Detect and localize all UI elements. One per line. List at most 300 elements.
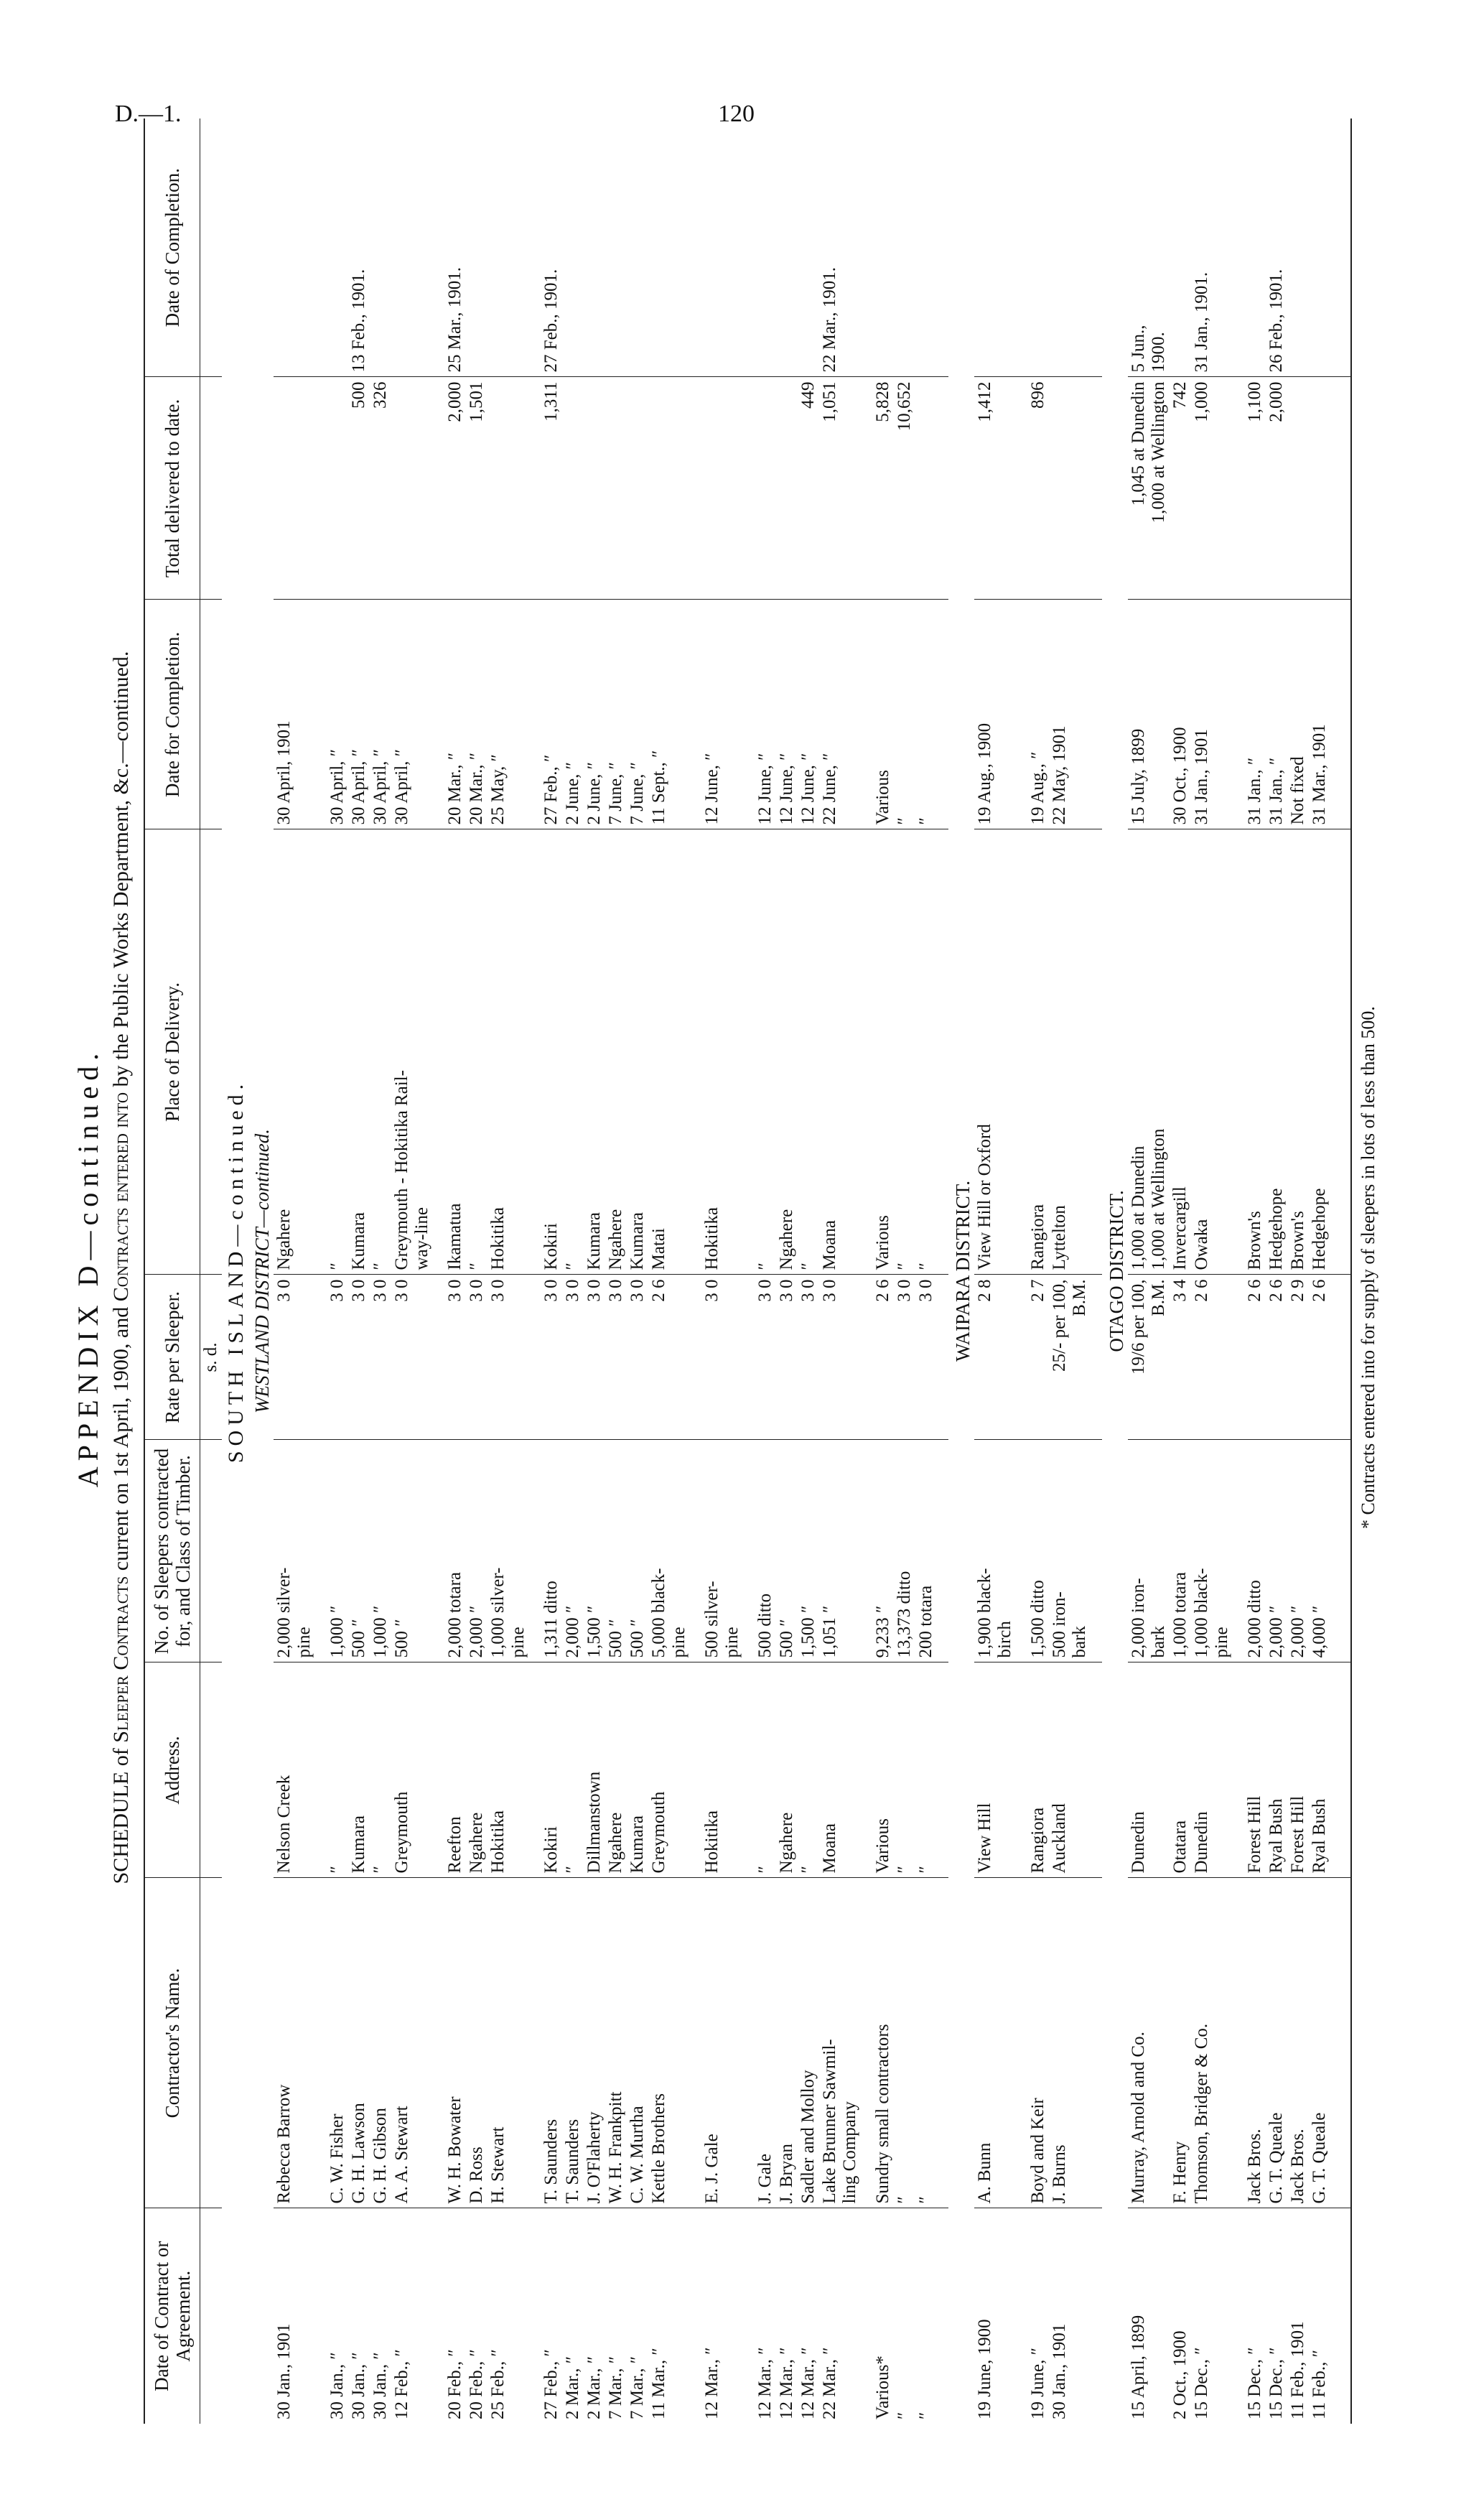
group-spacer	[1233, 118, 1244, 2424]
group-spacer	[315, 118, 327, 2424]
table-cell	[894, 118, 915, 377]
table-cell: ″	[915, 1878, 937, 2208]
spacer-cell	[1330, 1662, 1342, 1878]
col-header-date: Date of Contract or Agreement.	[144, 2208, 200, 2424]
table-cell: 3 0	[466, 1275, 487, 1440]
spacer-cell	[433, 1662, 444, 1878]
table-cell: 11 Mar., ″	[649, 2348, 668, 2419]
table-cell: 3 0	[487, 1275, 529, 1440]
table-cell: 1,000 ″	[327, 1440, 348, 1662]
table-cell: ″	[798, 829, 819, 1275]
units-cell: s. d.	[200, 1275, 223, 1440]
table-row	[701, 118, 743, 2424]
section-heading: SOUTH ISLAND—continued.	[224, 1079, 248, 1464]
table-cell	[584, 377, 605, 600]
table-cell: ″	[370, 1662, 391, 1878]
table-cell: 31 Jan., 1901	[1191, 600, 1233, 829]
group-spacer	[1016, 118, 1027, 2424]
table-cell: 3 0	[327, 1275, 348, 1440]
spacer-cell	[937, 829, 948, 1275]
col-header-place: Place of Delivery.	[144, 829, 200, 1275]
table-cell: 2 Mar., ″	[584, 2355, 604, 2419]
spacer-cell	[690, 377, 701, 600]
table-row	[391, 118, 433, 2424]
table-cell: C. W. Murtha	[627, 1878, 648, 2208]
table-row	[776, 118, 798, 2424]
table-row	[444, 118, 466, 2424]
table-cell: ″	[915, 1662, 937, 1878]
table-cell: 12 June, ″	[776, 600, 798, 829]
table-cell: 31 Jan., 1901.	[1191, 118, 1233, 377]
table-cell: ″	[562, 1662, 584, 1878]
table-cell: Ngahere	[776, 829, 798, 1275]
spacer-cell	[861, 1662, 872, 1878]
table-cell: Various	[872, 1662, 894, 1878]
table-cell: 3 0	[541, 1275, 562, 1440]
table-cell: Kokiri	[541, 1662, 562, 1878]
table-cell	[1309, 377, 1330, 600]
table-cell: 3 0	[776, 1275, 798, 1440]
table-cell: 2,000 ″	[562, 1440, 584, 1662]
table-cell: 1,000 silver- pine	[487, 1440, 529, 1662]
table-cell: 200 totara	[915, 1440, 937, 1662]
table-cell: Ikamatua	[444, 829, 466, 1275]
table-cell: J. Burns	[1049, 1878, 1091, 2208]
table-cell: 1,412	[974, 377, 1016, 600]
units-cell	[200, 600, 223, 829]
section-heading-row	[248, 118, 274, 2424]
table-cell	[327, 118, 348, 377]
table-cell: 7 Mar., ″	[606, 2355, 625, 2419]
subtitle-part: Sleeper Contracts	[109, 1576, 133, 1743]
table-row	[605, 118, 627, 2424]
table-cell: 2 6	[1244, 1275, 1266, 1440]
spacer-cell	[937, 1662, 948, 1878]
table-cell: 11 Feb., ″	[1310, 2350, 1329, 2419]
table-cell: Boyd and Keir	[1027, 1878, 1049, 2208]
table-cell: Otatara	[1170, 1662, 1191, 1878]
spacer-cell	[861, 377, 872, 600]
table-cell: Kumara	[348, 829, 370, 1275]
table-cell: 20 Mar., ″	[444, 600, 466, 829]
table-cell: 500 iron- bark	[1049, 1440, 1091, 1662]
spacer-cell	[861, 1275, 872, 1440]
table-cell: 15 Dec., ″	[1192, 2347, 1211, 2419]
rule-cell	[1342, 829, 1351, 1275]
table-cell: Kumara	[627, 1662, 648, 1878]
table-row	[1266, 118, 1287, 2424]
table-cell: 500 silver- pine	[701, 1440, 743, 1662]
table-cell: Thomson, Bridger & Co.	[1191, 1878, 1233, 2208]
spacer-cell	[1016, 600, 1027, 829]
table-cell	[562, 377, 584, 600]
spacer-cell	[1016, 1275, 1027, 1440]
spacer-cell	[1016, 1878, 1027, 2208]
table-row	[1027, 118, 1049, 2424]
table-cell: 2 7	[1027, 1275, 1049, 1440]
table-cell: 20 Mar., ″	[466, 600, 487, 829]
spacer-cell	[1091, 1275, 1102, 1440]
table-cell: 7 June, ″	[605, 600, 627, 829]
table-cell	[648, 118, 690, 377]
rule-cell	[1342, 600, 1351, 829]
table-cell: 1,311	[541, 377, 562, 600]
table-cell: Greymouth	[391, 1662, 433, 1878]
table-cell	[1170, 118, 1191, 377]
table-cell	[915, 118, 937, 377]
table-cell: Dunedin	[1128, 1662, 1170, 1878]
spacer-cell	[433, 600, 444, 829]
rule-cell	[1342, 1878, 1351, 2208]
table-cell: 2,000 iron- bark	[1128, 1440, 1170, 1662]
table-cell	[562, 118, 584, 377]
group-spacer	[433, 118, 444, 2424]
spacer-cell	[1091, 2208, 1102, 2424]
table-cell: Ngahere	[776, 1662, 798, 1878]
table-cell	[605, 118, 627, 377]
table-cell: J. O'Flaherty	[584, 1878, 605, 2208]
table-cell: 3 0	[370, 1275, 391, 1440]
spacer-cell	[1016, 377, 1027, 600]
table-cell: 896	[1027, 377, 1049, 600]
table-cell: 27 Feb., ″	[541, 2349, 561, 2419]
table-cell: Invercargill	[1170, 829, 1191, 1275]
table-cell: 3 4	[1170, 1275, 1191, 1440]
table-cell: 15 April, 1899	[1129, 2315, 1148, 2419]
spacer-cell	[315, 1275, 327, 1440]
page-number: 120	[718, 101, 755, 127]
sleeper-contracts-table	[144, 118, 1352, 2424]
table-cell	[487, 118, 529, 377]
spacer-cell	[743, 1275, 755, 1440]
subtitle-part: SCHEDULE	[109, 1771, 133, 1884]
spacer-cell	[1091, 1662, 1102, 1878]
subtitle-part: current on 1st April, 1900, and	[109, 1301, 133, 1576]
spacer-cell	[529, 2208, 541, 2424]
spacer-cell	[1233, 1275, 1244, 1440]
table-cell: Hokitika	[487, 1662, 529, 1878]
spacer-cell	[433, 1275, 444, 1440]
table-cell: C. W. Fisher	[327, 1878, 348, 2208]
table-cell	[274, 377, 315, 600]
table-cell: 1,501	[466, 377, 487, 600]
spacer-cell	[1330, 1440, 1342, 1662]
units-cell	[200, 829, 223, 1275]
spacer-cell	[1016, 1440, 1027, 1662]
rule-cell	[1342, 1275, 1351, 1440]
table-cell: Ryal Bush	[1309, 1662, 1330, 1878]
section-heading: OTAGO DISTRICT.	[1106, 1190, 1127, 1352]
spacer-cell	[1091, 829, 1102, 1275]
spacer-cell	[937, 2208, 948, 2424]
table-row	[584, 118, 605, 2424]
table-cell: 2,000 ″	[1266, 1440, 1287, 1662]
table-cell: 27 Feb., ″	[541, 600, 562, 829]
table-cell: 500 ″	[605, 1440, 627, 1662]
table-cell: 3 0	[627, 1275, 648, 1440]
table-cell	[1049, 118, 1091, 377]
table-cell: 2 June, ″	[562, 600, 584, 829]
table-cell: 1,311 ditto	[541, 1440, 562, 1662]
table-cell	[584, 118, 605, 377]
table-row	[819, 118, 861, 2424]
table-cell: 3 0	[391, 1275, 433, 1440]
table-cell: View Hill	[974, 1662, 1016, 1878]
spacer-cell	[1233, 829, 1244, 1275]
rule-cell	[1342, 118, 1351, 377]
table-cell: 3 0	[701, 1275, 743, 1440]
table-cell: W. H. Frankpitt	[605, 1878, 627, 2208]
table-cell: 449	[798, 377, 819, 600]
table-cell	[755, 377, 776, 600]
table-cell: Hedgehope	[1309, 829, 1330, 1275]
spacer-cell	[1016, 2208, 1027, 2424]
table-cell: View Hill or Oxford	[974, 829, 1016, 1275]
table-cell: Hokitika	[701, 829, 743, 1275]
spacer-cell	[1330, 377, 1342, 600]
units-cell	[200, 118, 223, 377]
table-cell	[391, 118, 433, 377]
table-cell: 11 Sept., ″	[648, 600, 690, 829]
spacer-cell	[1091, 377, 1102, 600]
section-heading: WAIPARA DISTRICT.	[952, 1180, 974, 1362]
table-row	[974, 118, 1016, 2424]
table-cell: 2 6	[1266, 1275, 1287, 1440]
table-cell: Kumara	[584, 829, 605, 1275]
table-cell: Sadler and Molloy	[798, 1878, 819, 2208]
table-cell: ″	[894, 1878, 915, 2208]
table-cell: 500 ″	[348, 1440, 370, 1662]
table-row	[487, 118, 529, 2424]
table-cell	[648, 377, 690, 600]
table-cell	[1287, 377, 1309, 600]
spacer-cell	[315, 377, 327, 600]
units-cell	[200, 1878, 223, 2208]
spacer-cell	[743, 2208, 755, 2424]
table-cell: 3 0	[274, 1275, 315, 1440]
spacer-cell	[433, 2208, 444, 2424]
table-cell: 1,000 ″	[370, 1440, 391, 1662]
appendix-title: APPENDIX D—continued.	[72, 1047, 104, 1488]
table-bottom-rule	[1342, 118, 1351, 2424]
table-cell: G. H. Lawson	[348, 1878, 370, 2208]
table-cell: F. Henry	[1170, 1878, 1191, 2208]
table-row	[915, 118, 937, 2424]
table-cell: 3 0	[444, 1275, 466, 1440]
table-cell: 25/- per 100, B.M.	[1049, 1275, 1091, 1440]
table-cell: Lyttelton	[1049, 829, 1091, 1275]
spacer-cell	[861, 118, 872, 377]
table-cell: 12 Feb., ″	[392, 2349, 411, 2419]
footnote: * Contracts entered into for supply of sleepers in lots of less than 500.	[1358, 1006, 1378, 1529]
table-cell: Hokitika	[701, 1662, 743, 1878]
spacer-cell	[743, 829, 755, 1275]
table-cell: 19/6 per 100, B.M.	[1128, 1275, 1170, 1440]
table-cell: 30 Jan., 1901	[1050, 2323, 1069, 2419]
col-header-completion-date: Date for Completion.	[144, 600, 200, 829]
table-cell: H. Stewart	[487, 1878, 529, 2208]
rule-cell	[1342, 1440, 1351, 1662]
table-cell: 1,500 ″	[798, 1440, 819, 1662]
spacer-cell	[861, 1878, 872, 2208]
table-cell: 1,051 ″	[819, 1440, 861, 1662]
table-cell: Various*	[873, 2355, 892, 2419]
table-cell	[1244, 118, 1266, 377]
table-cell: Sundry small contractors	[872, 1878, 894, 2208]
table-cell: 22 Mar., ″	[820, 2347, 839, 2419]
table-cell: 2 6	[1191, 1275, 1233, 1440]
group-spacer	[861, 118, 872, 2424]
table-row	[466, 118, 487, 2424]
table-cell: 2,000 ″	[466, 1440, 487, 1662]
table-cell: 30 Jan., ″	[327, 2352, 347, 2419]
table-cell	[391, 377, 433, 600]
table-row	[872, 118, 894, 2424]
table-cell	[701, 118, 743, 377]
table-cell: 1,100	[1244, 377, 1266, 600]
table-cell: 500 ditto	[755, 1440, 776, 1662]
table-cell	[776, 377, 798, 600]
spacer-cell	[861, 829, 872, 1275]
table-cell: Auckland	[1049, 1662, 1091, 1878]
table-row	[1170, 118, 1191, 2424]
table-cell: 13,373 ditto	[894, 1440, 915, 1662]
table-cell: Rangiora	[1027, 829, 1049, 1275]
table-row	[370, 118, 391, 2424]
table-cell: 30 Jan., ″	[349, 2352, 368, 2419]
table-row	[755, 118, 776, 2424]
table-cell	[755, 118, 776, 377]
table-row	[1128, 118, 1170, 2424]
table-cell: Reefton	[444, 1662, 466, 1878]
table-cell: Hedgehope	[1266, 829, 1287, 1275]
table-cell: 19 Aug., ″	[1027, 600, 1049, 829]
spacer-cell	[529, 1275, 541, 1440]
table-cell: 2 9	[1287, 1275, 1309, 1440]
table-cell: 2 6	[872, 1275, 894, 1440]
table-cell: W. H. Bowater	[444, 1878, 466, 2208]
table-cell: J. Gale	[755, 1878, 776, 2208]
spacer-cell	[937, 118, 948, 377]
table-row	[1309, 118, 1330, 2424]
table-cell: 2 Mar., ″	[563, 2355, 582, 2419]
subtitle-part: of	[109, 1742, 133, 1772]
table-cell: Moana	[819, 829, 861, 1275]
table-cell: 12 Mar., ″	[777, 2347, 796, 2419]
group-spacer	[937, 118, 948, 2424]
spacer-cell	[1233, 600, 1244, 829]
spacer-cell	[315, 1440, 327, 1662]
spacer-cell	[1091, 1878, 1102, 2208]
table-cell: Ngahere	[274, 829, 315, 1275]
table-row	[274, 118, 315, 2424]
table-cell: Kokiri	[541, 829, 562, 1275]
table-cell: 30 Jan., 1901	[274, 2323, 294, 2419]
table-row	[1287, 118, 1309, 2424]
table-cell	[776, 118, 798, 377]
spacer-cell	[937, 1878, 948, 2208]
rule-cell	[1342, 377, 1351, 600]
table-cell	[370, 118, 391, 377]
rule-cell	[1342, 1662, 1351, 1878]
table-row	[541, 118, 562, 2424]
spacer-cell	[1091, 1440, 1102, 1662]
table-cell: Jack Bros.	[1244, 1878, 1266, 2208]
spacer-cell	[1016, 118, 1027, 377]
table-cell: Owaka	[1191, 829, 1233, 1275]
page-reference: D.—1.	[115, 101, 182, 127]
table-cell: Rangiora	[1027, 1662, 1049, 1878]
table-cell: Dillmanstown	[584, 1662, 605, 1878]
table-cell: 19 June, 1900	[975, 2319, 994, 2419]
table-row	[1191, 118, 1233, 2424]
spacer-cell	[690, 1662, 701, 1878]
group-spacer	[529, 118, 541, 2424]
table-cell: Brown's	[1244, 829, 1266, 1275]
table-cell: 2,000	[1266, 377, 1287, 600]
table-cell: ″	[916, 2412, 935, 2419]
spacer-cell	[743, 377, 755, 600]
table-cell: G. H. Gibson	[370, 1878, 391, 2208]
subtitle-part: Contracts entered into	[109, 1092, 133, 1302]
section-heading-row	[222, 118, 248, 2424]
spacer-cell	[1233, 118, 1244, 377]
table-cell: ″	[327, 829, 348, 1275]
table-cell: 22 Mar., 1901.	[819, 118, 861, 377]
table-cell: Forest Hill	[1244, 1662, 1266, 1878]
table-cell: G. T. Queale	[1309, 1878, 1330, 2208]
table-cell	[701, 377, 743, 600]
spacer-cell	[315, 1878, 327, 2208]
table-cell: D. Ross	[466, 1878, 487, 2208]
table-cell: Nelson Creek	[274, 1662, 315, 1878]
table-cell: Moana	[819, 1662, 861, 1878]
spacer-cell	[690, 1440, 701, 1662]
spacer-cell	[690, 2208, 701, 2424]
spacer-cell	[690, 1275, 701, 1440]
table-cell: 3 0	[584, 1275, 605, 1440]
table-cell: 1,500 ditto	[1027, 1440, 1049, 1662]
table-cell: 9,233 ″	[872, 1440, 894, 1662]
table-cell: T. Saunders	[541, 1878, 562, 2208]
table-cell: 1,500 ″	[584, 1440, 605, 1662]
table-cell: 30 April, ″	[327, 600, 348, 829]
table-cell: ″	[895, 2412, 914, 2419]
spacer-cell	[1330, 1275, 1342, 1440]
table-cell: Murray, Arnold and Co.	[1128, 1878, 1170, 2208]
table-cell: 11 Feb., 1901	[1288, 2321, 1307, 2419]
spacer-cell	[315, 829, 327, 1275]
table-cell	[872, 118, 894, 377]
table-cell	[605, 377, 627, 600]
spacer-cell	[529, 118, 541, 377]
units-cell	[200, 377, 223, 600]
spacer-cell	[433, 118, 444, 377]
spacer-cell	[690, 829, 701, 1275]
spacer-cell	[937, 377, 948, 600]
table-cell: Kumara	[627, 829, 648, 1275]
table-cell	[915, 377, 937, 600]
table-cell: 12 Mar., ″	[798, 2347, 818, 2419]
spacer-cell	[1233, 1662, 1244, 1878]
table-cell: ″	[915, 829, 937, 1275]
spacer-cell	[315, 600, 327, 829]
spacer-cell	[690, 1878, 701, 2208]
table-cell: Greymouth - Hokitika Rail- way-line	[391, 829, 433, 1275]
subtitle-part: by the Public Works Department, &c.—continued.	[109, 651, 133, 1092]
table-cell: 3 0	[348, 1275, 370, 1440]
table-cell: 25 May, ″	[487, 600, 529, 829]
